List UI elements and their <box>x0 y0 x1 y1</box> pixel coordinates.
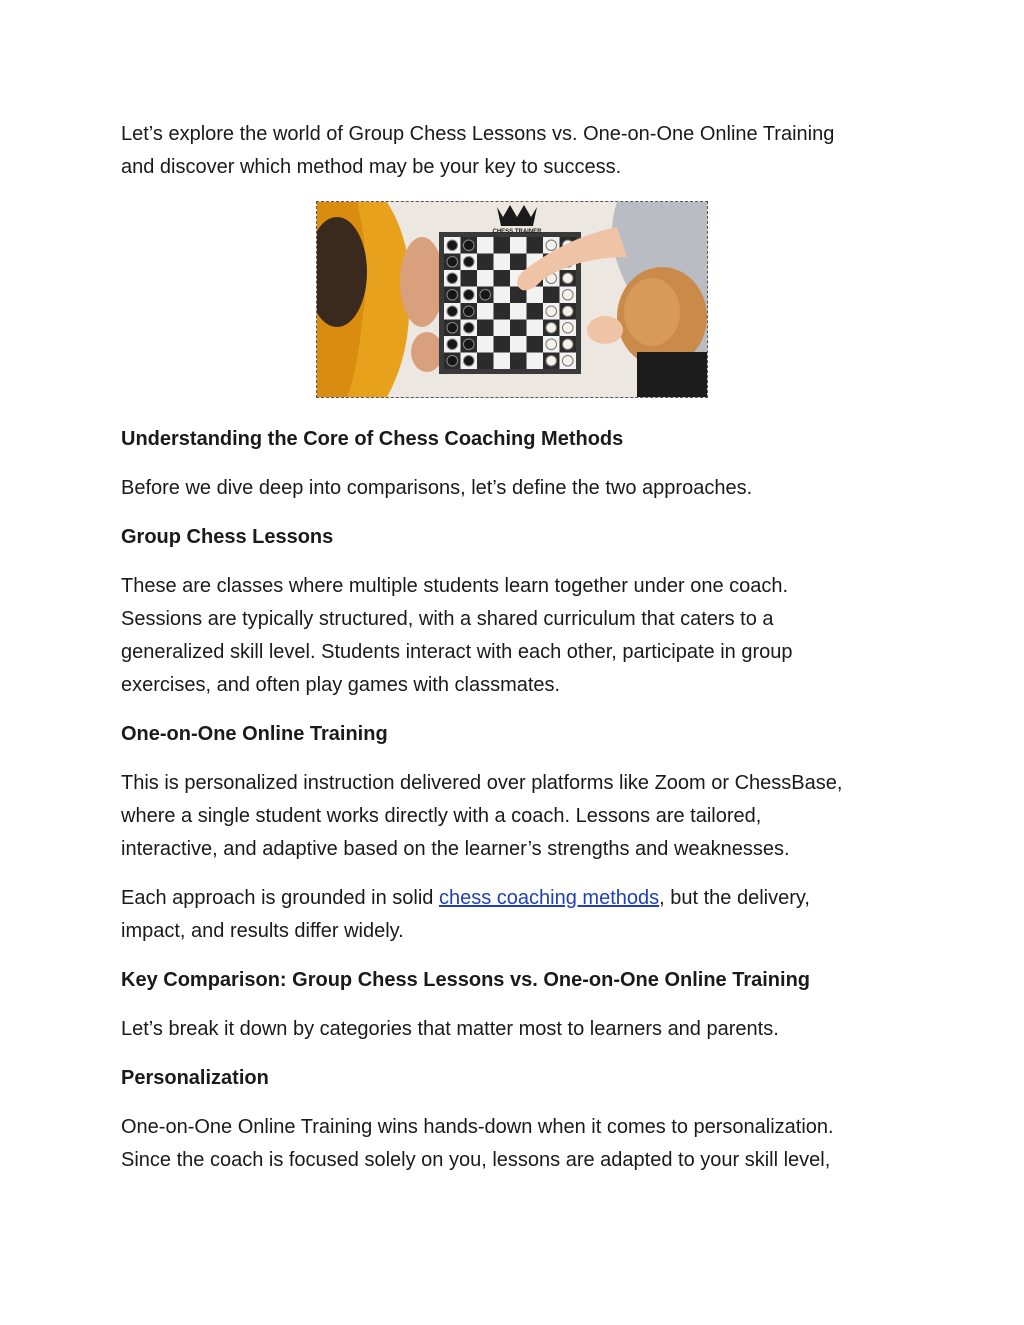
light-piece <box>562 355 573 366</box>
dark-piece <box>447 339 458 350</box>
dark-piece <box>480 289 491 300</box>
board-square <box>477 353 494 370</box>
dark-piece <box>447 289 458 300</box>
board-square <box>510 254 527 271</box>
light-piece <box>562 289 573 300</box>
light-piece <box>546 306 557 317</box>
light-piece <box>546 322 557 333</box>
board-square <box>510 320 527 337</box>
dark-piece <box>463 289 474 300</box>
dark-piece <box>463 256 474 267</box>
heading-online: One-on-One Online Training <box>121 723 388 745</box>
dark-piece <box>463 355 474 366</box>
text-personalization-line-1: One-on-One Online Training wins hands-down when it comes to personalization. <box>121 1116 834 1138</box>
intro-line-2: and discover which method may be your key to success. <box>121 156 622 178</box>
board-square <box>461 270 478 287</box>
chess-photo-illustration <box>317 202 707 397</box>
text-group-line-1: These are classes where multiple students learn together under one coach. <box>121 575 789 597</box>
dark-piece <box>447 306 458 317</box>
chess-coaching-methods-link[interactable]: chess coaching methods <box>439 887 660 909</box>
board-square <box>543 287 560 304</box>
board-square <box>527 353 544 370</box>
text-comparison: Let’s break it down by categories that matter most to learners and parents. <box>121 1018 779 1040</box>
board-square <box>494 270 511 287</box>
board-square <box>494 287 511 304</box>
light-piece <box>546 355 557 366</box>
board-square <box>494 237 511 254</box>
logo-text: CHESS TRAINER <box>492 229 542 235</box>
dark-piece <box>447 355 458 366</box>
left-hand-2 <box>411 332 443 372</box>
board-square <box>527 303 544 320</box>
board-square <box>477 237 494 254</box>
dark-piece <box>447 256 458 267</box>
light-piece <box>562 306 573 317</box>
board-square <box>477 336 494 353</box>
board-square <box>510 237 527 254</box>
text-group-line-4: exercises, and often play games with classmates. <box>121 674 561 696</box>
light-piece <box>546 339 557 350</box>
dark-piece <box>447 322 458 333</box>
chair <box>637 352 707 397</box>
board-square <box>510 336 527 353</box>
text-each-line-1 <box>121 882 901 915</box>
board-square <box>494 254 511 271</box>
dark-piece <box>463 306 474 317</box>
light-piece <box>562 339 573 350</box>
board-square <box>527 237 544 254</box>
light-piece <box>546 240 557 251</box>
dark-piece <box>447 273 458 284</box>
text-online-line-3: interactive, and adaptive based on the learner’s strengths and weaknesses. <box>121 838 790 860</box>
text-each-approach <box>121 882 901 948</box>
heading-core: Understanding the Core of Chess Coaching Methods <box>121 428 624 450</box>
board-square <box>477 254 494 271</box>
board-square <box>527 336 544 353</box>
text-core: Before we dive deep into comparisons, let’s define the two approaches. <box>121 477 753 499</box>
text-group-line-3: generalized skill level. Students interact with each other, participate in group <box>121 641 793 663</box>
board-square <box>527 320 544 337</box>
dark-piece <box>463 322 474 333</box>
light-piece <box>562 273 573 284</box>
text-online-line-1: This is personalized instruction delivered over platforms like Zoom or ChessBase, <box>121 772 843 794</box>
left-hand <box>400 237 444 327</box>
text-personalization-line-2: Since the coach is focused solely on you, lessons are adapted to your skill level, <box>121 1149 831 1171</box>
intro-line-1: Let’s explore the world of Group Chess Lessons vs. One-on-One Online Training <box>121 123 835 145</box>
dark-piece <box>463 240 474 251</box>
right-person-hair-highlight <box>624 278 680 346</box>
heading-personalization: Personalization <box>121 1067 269 1089</box>
board-square <box>494 303 511 320</box>
board-square <box>477 270 494 287</box>
board-square <box>510 303 527 320</box>
right-hand <box>587 316 623 344</box>
text-personalization <box>121 1111 901 1177</box>
text-online-line-2: where a single student works directly with a coach. Lessons are tailored, <box>121 805 762 827</box>
light-piece <box>562 322 573 333</box>
text-each-after: , but the delivery, <box>659 887 810 909</box>
heading-group: Group Chess Lessons <box>121 526 334 548</box>
text-online <box>121 767 901 866</box>
document-page <box>121 118 901 1177</box>
text-each-line-2: impact, and results differ widely. <box>121 920 404 942</box>
board-square <box>494 320 511 337</box>
board-square <box>494 353 511 370</box>
text-group <box>121 570 901 702</box>
text-group-line-2: Sessions are typically structured, with a shared curriculum that caters to a <box>121 608 774 630</box>
board-square <box>510 353 527 370</box>
text-each-before: Each approach is grounded in solid <box>121 887 439 909</box>
board-square <box>477 320 494 337</box>
dark-piece <box>447 240 458 251</box>
chess-photo <box>316 201 708 398</box>
board-square <box>494 336 511 353</box>
dark-piece <box>463 339 474 350</box>
board-square <box>477 303 494 320</box>
heading-comparison: Key Comparison: Group Chess Lessons vs. One-on-One Online Training <box>121 969 811 991</box>
